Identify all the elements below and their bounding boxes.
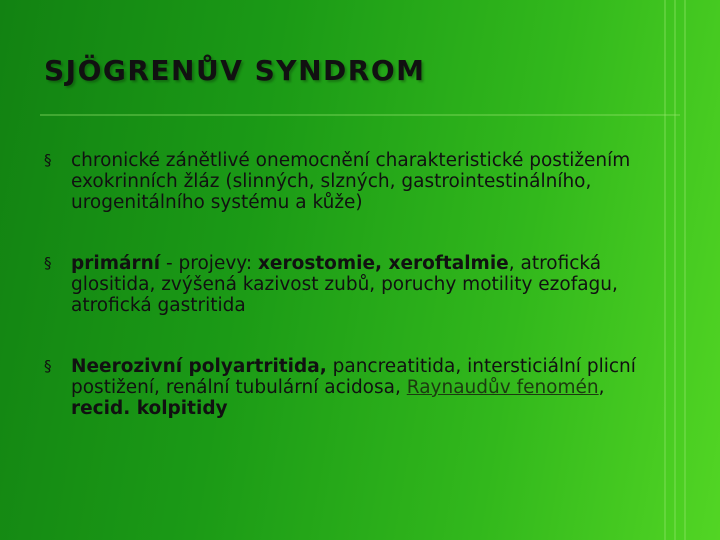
decorative-vertical-line — [674, 0, 676, 540]
bullet-text: - projevy: — [160, 253, 258, 274]
bullet-term: primární — [71, 253, 161, 274]
bullet-item — [44, 356, 664, 419]
bullet-item — [44, 150, 664, 213]
bullet-term: xerostomie, xeroftalmie — [258, 253, 509, 274]
raynaud-link[interactable]: Raynaudův fenomén — [406, 377, 599, 398]
bullet-text: , atrofická glositida, zvýšená kazivost zubů, poruchy motility ezofagu, atrofická gastritida — [71, 253, 618, 316]
bullet-list — [44, 150, 664, 419]
bullet-marker-icon: § — [44, 357, 52, 375]
bullet-term: recid. kolpitidy — [71, 398, 228, 419]
decorative-horizontal-line — [40, 114, 680, 116]
bullet-text: chronické zánětlivé onemocnění charakteristické postižením exokrinních žláz (slinných, slzných, gastrointestinálního, urogenitálního systému a kůže) — [71, 150, 631, 213]
decorative-vertical-line — [684, 0, 686, 540]
bullet-term: Neerozivní polyartritida, — [71, 356, 327, 377]
slide-title: SJÖGRENŮV SYNDROM — [44, 54, 426, 87]
bullet-item — [44, 253, 664, 316]
bullet-marker-icon: § — [44, 151, 52, 169]
bullet-text: , — [598, 377, 605, 398]
bullet-text: pancreatitida, intersticiální plicní postižení, renální tubulární acidosa, — [71, 356, 636, 398]
decorative-vertical-line — [664, 0, 666, 540]
bullet-marker-icon: § — [44, 254, 52, 272]
